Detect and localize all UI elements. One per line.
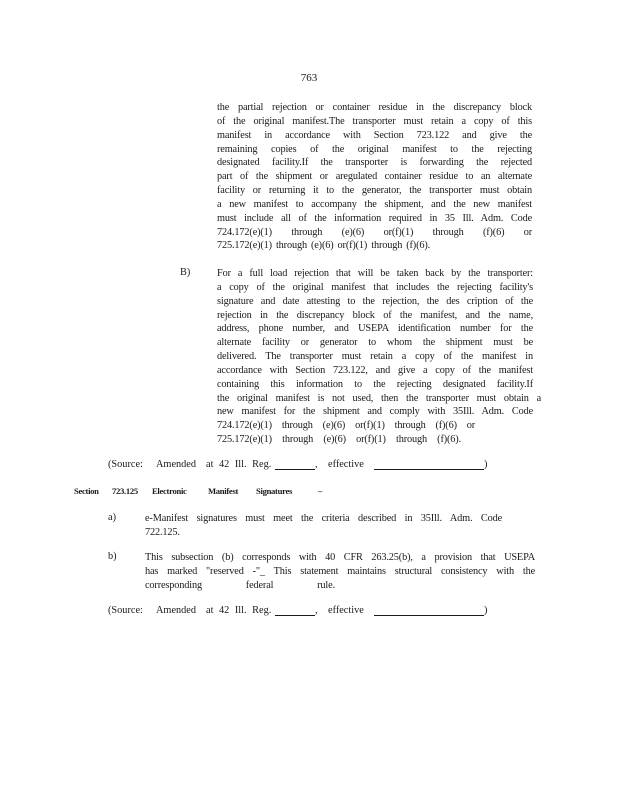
text-line: has marked "reserved -"_ This statement maintains structural consistency with the bbox=[145, 565, 535, 577]
source-prefix: (Source: bbox=[108, 459, 143, 470]
text-line: the partial rejection or container residue in the discrepancy block bbox=[217, 102, 532, 113]
item-b2-paragraph bbox=[145, 551, 535, 593]
text-line: must include all of the information required in 35 Ill. Adm. Code bbox=[217, 212, 532, 224]
text-line: delivered. The transporter must retain a copy of the manifest in bbox=[217, 351, 533, 363]
text-line: manifest in accordance with Section 723.122 and give the bbox=[217, 129, 532, 141]
text-line: address, phone number, and USEPA identification number for the bbox=[217, 323, 533, 335]
text-line: 724.172(e)(1) through (e)(6) or(f)(1) through (f)(6) or bbox=[217, 420, 475, 432]
source-comma: , bbox=[315, 459, 318, 470]
source-close: ) bbox=[484, 605, 488, 616]
source-note bbox=[108, 459, 488, 473]
effective-date-blank bbox=[374, 459, 484, 470]
text-line: 722.125. bbox=[145, 526, 180, 538]
source-effective: effective bbox=[328, 459, 364, 470]
source-note bbox=[108, 605, 488, 619]
text-line: For a full load rejection that will be taken back by the transporter: bbox=[217, 268, 533, 279]
text-line: designated facility.If the transporter is forwarding the rejected bbox=[217, 157, 532, 169]
source-close: ) bbox=[484, 459, 488, 470]
text-line: the original manifest is not used, then the transporter must obtain a bbox=[217, 392, 541, 404]
source-effective: effective bbox=[328, 605, 364, 616]
text-line: rejection in the discrepancy block of the manifest, and the name, bbox=[217, 309, 533, 321]
item-b2-marker: b) bbox=[108, 551, 117, 562]
source-register: at 42 Ill. Reg. bbox=[206, 459, 272, 470]
section-title-word: Manifest bbox=[208, 486, 239, 496]
register-page-blank bbox=[275, 459, 315, 470]
item-a-paragraph bbox=[145, 512, 502, 540]
section-label: Section bbox=[74, 486, 99, 496]
register-page-blank bbox=[275, 605, 315, 616]
source-amended: Amended bbox=[156, 605, 197, 616]
source-register: at 42 Ill. Reg. bbox=[206, 605, 272, 616]
text-line: accordance with Section 723.122, and give a copy of the manifest bbox=[217, 364, 533, 376]
text-line: containing this information to the rejecting designated facility.If bbox=[217, 378, 533, 390]
text-line: a copy of the original manifest that includes the rejecting facility's bbox=[217, 281, 533, 293]
section-number: 723.125 bbox=[112, 486, 138, 496]
text-line: part of the shipment or aregulated container residue to an alternate bbox=[217, 171, 532, 183]
text-line: new manifest for the shipment and comply with 35Ill. Adm. Code bbox=[217, 406, 533, 418]
effective-date-blank bbox=[374, 605, 484, 616]
section-title-dash: – bbox=[318, 486, 322, 496]
text-line: 724.172(e)(1) through (e)(6) or(f)(1) through (f)(6) or bbox=[217, 226, 532, 238]
item-b-paragraph bbox=[217, 267, 541, 447]
section-heading bbox=[74, 486, 334, 498]
source-prefix: (Source: bbox=[108, 605, 143, 616]
text-line: 725.172(e)(1) through (e)(6) or(f)(1) through (f)(6). bbox=[217, 240, 431, 252]
text-line: 725.172(e)(1) through (e)(6) or(f)(1) through (f)(6). bbox=[217, 434, 461, 446]
section-title-word: Signatures bbox=[256, 486, 292, 496]
text-line: a new manifest to accompany the shipment, and the new manifest bbox=[217, 198, 532, 210]
text-line: corresponding federal rule. bbox=[145, 579, 335, 591]
text-line: of the original manifest.The transporter must retain a copy of this bbox=[217, 115, 532, 127]
page-number: 763 bbox=[300, 72, 318, 84]
intro-continuation-paragraph bbox=[217, 101, 532, 253]
source-comma: , bbox=[315, 605, 318, 616]
item-b-marker: B) bbox=[180, 267, 191, 278]
section-title-word: Electronic bbox=[152, 486, 187, 496]
source-amended: Amended bbox=[156, 459, 197, 470]
text-line: remaining copies of the original manifest to the rejecting bbox=[217, 143, 532, 155]
text-line: alternate facility or generator to whom the shipment must be bbox=[217, 337, 533, 349]
item-a-marker: a) bbox=[108, 512, 116, 523]
text-line: e-Manifest signatures must meet the criteria described in 35Ill. Adm. Code bbox=[145, 513, 502, 524]
text-line: signature and date attesting to the rejection, the des cription of the bbox=[217, 295, 533, 307]
text-line: facility or returning it to the generator, the transporter must obtain bbox=[217, 185, 532, 197]
text-line: This subsection (b) corresponds with 40 CFR 263.25(b), a provision that USEPA bbox=[145, 552, 535, 563]
